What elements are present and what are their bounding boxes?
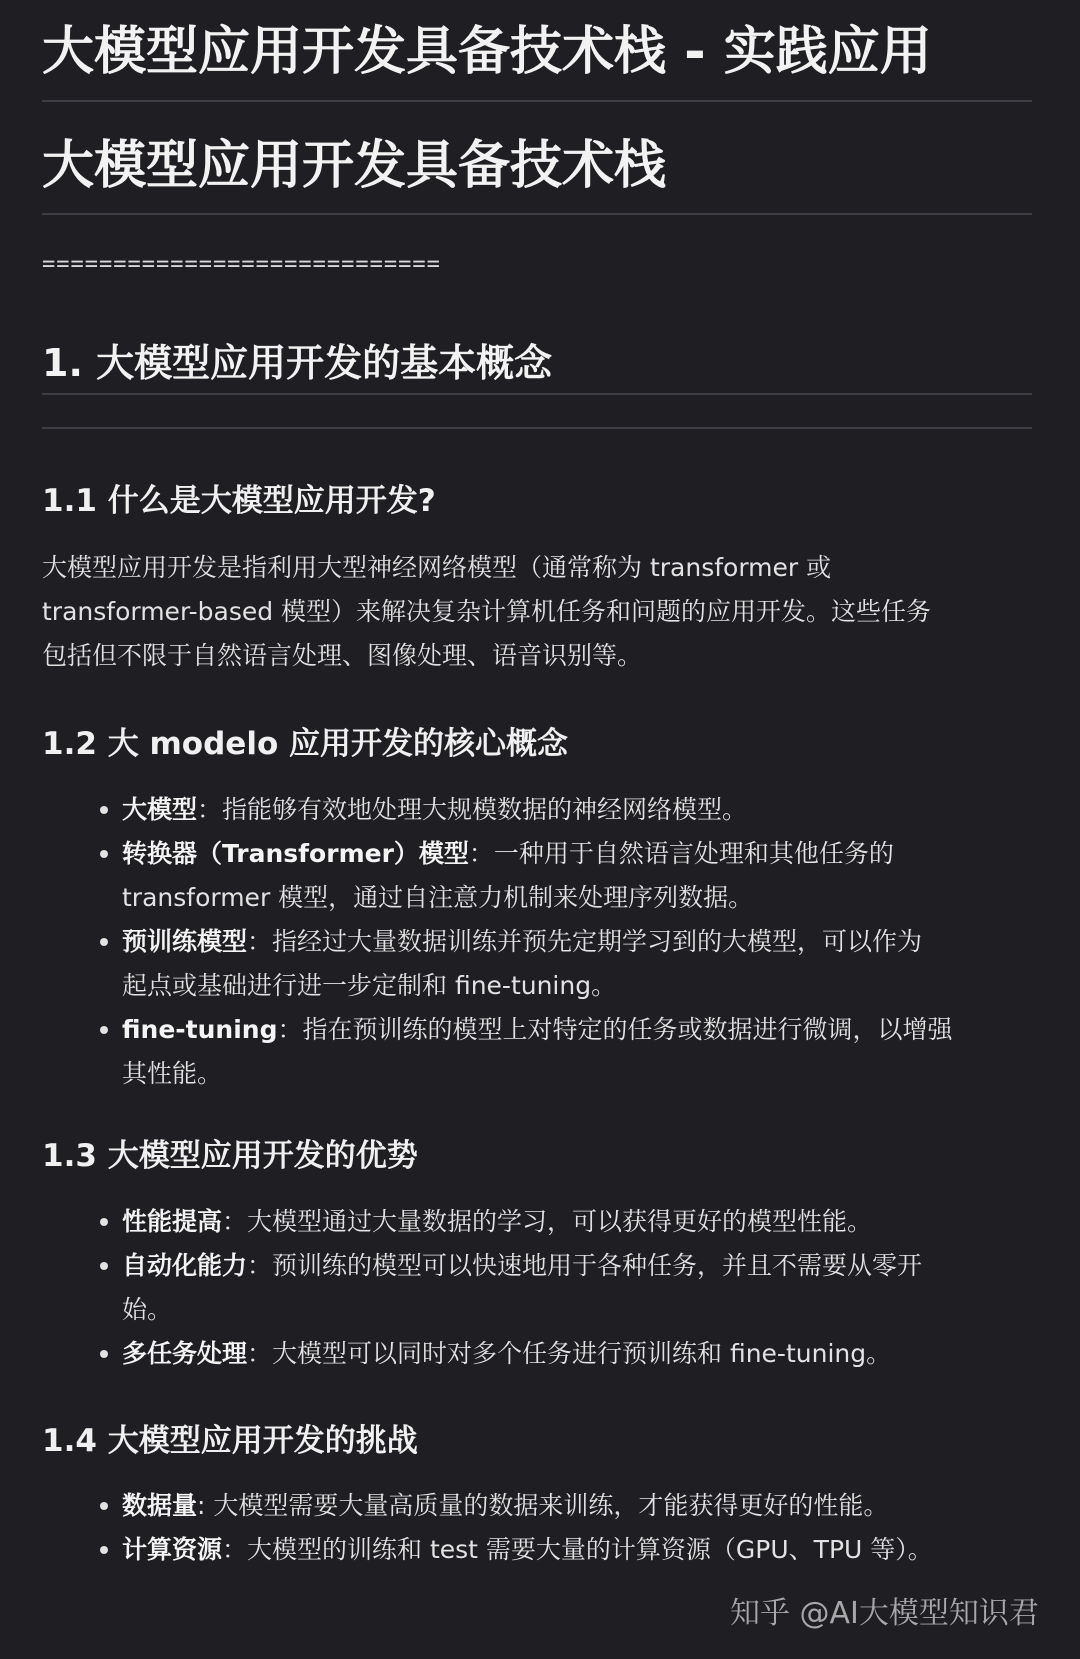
list-item-term: fine-tuning [122,1015,278,1044]
list-item-term: 预训练模型 [122,927,248,956]
list-item-text: transformer 模型，通过自注意力机制来处理序列数据。 [122,883,754,912]
paragraph-line: 包括但不限于自然语言处理、图像处理、语音识别等。 [42,641,643,670]
list-item [122,1484,1032,1528]
list-item [122,1008,1032,1096]
paragraph-line: 大模型应用开发是指利用大型神经网络模型（通常称为 transformer 或 [42,553,832,582]
list-item-term: 计算资源 [122,1535,223,1564]
list-item-text: ：大模型通过大量数据的学习，可以获得更好的模型性能。 [222,1207,873,1236]
divider [42,427,1032,429]
list-item-term: 大模型 [122,795,198,824]
list-item-text: 始。 [122,1295,173,1324]
divider [42,100,1032,102]
list-item [122,1200,1032,1244]
section-1-heading: 1. 大模型应用开发的基本概念 [42,341,553,385]
list-item-text: : 大模型需要大量高质量的数据来训练，才能获得更好的性能。 [197,1491,889,1520]
list-item-text: ：指在预训练的模型上对特定的任务或数据进行微调，以增强 [277,1015,953,1044]
list-item-text: 其性能。 [122,1059,223,1088]
list-item-text: 起点或基础进行进一步定制和 fine-tuning。 [122,971,617,1000]
watermark: 知乎 @AI大模型知识君 [730,1596,1039,1631]
list-item-term: 多任务处理 [122,1339,248,1368]
list-item-term: 自动化能力 [122,1251,248,1280]
section-1-4-heading: 1.4 大模型应用开发的挑战 [42,1423,418,1459]
list-item-term: 数据量 [122,1491,198,1520]
list-item [122,1244,1032,1332]
section-1-4-list [42,1484,1032,1572]
list-item [122,832,1032,920]
sub-title: 大模型应用开发具备技术栈 [42,136,667,196]
section-1-3-list [42,1200,1032,1376]
divider [42,393,1032,395]
list-item-term: 转换器（Transformer）模型 [122,839,469,868]
divider [42,213,1032,215]
list-item [122,1528,1032,1572]
list-item-term: 性能提高 [122,1207,223,1236]
list-item-text: ：大模型的训练和 test 需要大量的计算资源（GPU、TPU 等）。 [222,1535,933,1564]
list-item-text: ：指经过大量数据训练并预先定期学习到的大模型，可以作为 [247,927,923,956]
section-1-3-heading: 1.3 大模型应用开发的优势 [42,1138,418,1174]
section-1-1-paragraph [42,546,1002,678]
list-item [122,920,1032,1008]
section-1-2-heading: 1.2 大 modelo 应用开发的核心概念 [42,726,569,762]
section-1-2-list [42,788,1032,1096]
list-item-text: ：大模型可以同时对多个任务进行预训练和 fine-tuning。 [247,1339,892,1368]
list-item-text: ：一种用于自然语言处理和其他任务的 [468,839,894,868]
list-item [122,1332,1032,1376]
section-1-1-heading: 1.1 什么是大模型应用开发? [42,483,436,519]
list-item [122,788,1032,832]
separator-text: ============================ [42,252,441,277]
list-item-text: ：预训练的模型可以快速地用于各种任务，并且不需要从零开 [247,1251,923,1280]
main-title: 大模型应用开发具备技术栈 - 实践应用 [42,22,932,82]
list-item-text: ：指能够有效地处理大规模数据的神经网络模型。 [197,795,748,824]
paragraph-line: transformer-based 模型）来解决复杂计算机任务和问题的应用开发。这些任务 [42,597,932,626]
